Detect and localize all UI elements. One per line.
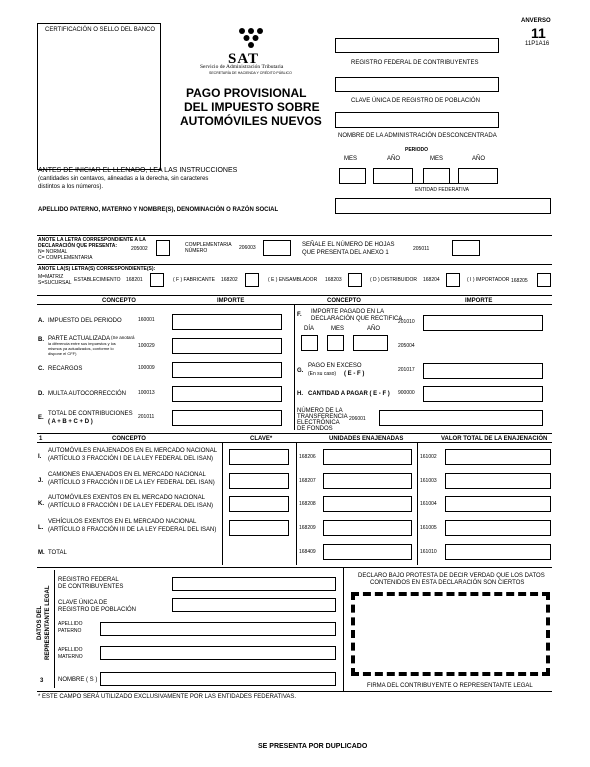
periodo-mes1-label: MES	[344, 156, 358, 162]
form-title-line3: AUTOMÓVILES NUEVOS	[180, 114, 322, 128]
fecha-dia-input[interactable]	[301, 335, 318, 351]
legal-paterno-label2: PATERNO	[58, 628, 82, 634]
value-input-k[interactable]	[445, 496, 551, 512]
header-concepto-1: CONCEPTO	[102, 298, 136, 304]
payment-header	[37, 295, 552, 305]
periodo-label: PERIODO	[405, 147, 429, 153]
form-code: 11P1A16	[525, 41, 550, 47]
line-f-label1: IMPORTE PAGADO EN LA	[311, 309, 385, 315]
distribuidor-code: 168204	[423, 277, 440, 283]
line-b-input[interactable]	[172, 338, 282, 354]
header-importe-2: IMPORTE	[465, 298, 493, 304]
line-g-label3: ( E - F )	[344, 371, 365, 377]
line-e-input[interactable]	[172, 410, 282, 426]
importador-label: ( I ) IMPORTADOR	[467, 277, 510, 283]
value-input-l[interactable]	[445, 520, 551, 536]
sat-name: Servicio de Administración Tributaria	[200, 64, 284, 70]
units-code-k: 168208	[299, 501, 316, 507]
hojas-input[interactable]	[452, 240, 480, 256]
periodo-anio1-label: AÑO	[387, 156, 401, 162]
row-label1: CAMIONES ENAJENADOS EN EL MERCADO NACIONAL	[48, 472, 206, 478]
ensamblador-input[interactable]	[348, 273, 362, 287]
divider	[37, 264, 552, 265]
entidad-label: ENTIDAD FEDERATIVA	[415, 187, 469, 193]
form-title-line1: PAGO PROVISIONAL	[186, 86, 307, 100]
complementaria-label2: NÚMERO	[185, 248, 208, 254]
legal-curp-input[interactable]	[172, 598, 336, 612]
total-label: TOTAL	[48, 550, 67, 556]
periodo-mes2-input[interactable]	[423, 168, 450, 184]
letras-label: ANOTE LA(S) LETRA(S) CORRESPONDIENTE(S):	[38, 266, 156, 272]
line-b-code: 100029	[138, 343, 155, 349]
line-a-input[interactable]	[172, 314, 282, 330]
decl-normal-label: N= NORMAL	[38, 249, 68, 255]
vehicles-section-number: 1	[39, 436, 43, 442]
transfer-number-label1: NÚMERO DE LA	[297, 408, 343, 414]
legal-rep-vertical-label1: DATOS DEL	[37, 605, 43, 640]
entidad-line	[373, 183, 498, 184]
section-number-3: 3	[40, 678, 44, 684]
transfer-number-label4: DE FONDOS	[297, 426, 333, 432]
col-divider	[54, 570, 55, 688]
importador-input[interactable]	[537, 273, 551, 287]
line-d-input[interactable]	[172, 386, 282, 402]
line-d-label: MULTA AUTOCORRECCIÓN	[48, 391, 127, 397]
clave-input-k[interactable]	[229, 496, 289, 512]
vehicles-header	[37, 433, 552, 443]
row-label2: (ARTÍCULO 8 FRACCIÓN III DE LA LEY FEDERAL DEL ISAN)	[48, 527, 217, 533]
line-c-label: RECARGOS	[48, 366, 83, 372]
legal-materno-label2: MATERNO	[58, 654, 83, 660]
divider	[37, 691, 552, 692]
fecha-anio-input[interactable]	[353, 335, 388, 351]
bank-seal-label: CERTIFICACIÓN O SELLO DEL BANCO	[45, 27, 156, 33]
rfc-input[interactable]	[335, 38, 499, 53]
declaro-line1: DECLARO BAJO PROTESTA DE DECIR VERDAD QUE LOS DATOS	[358, 573, 545, 579]
fabricante-input[interactable]	[245, 273, 259, 287]
duplicado-label: SE PRESENTA POR DUPLICADO	[258, 743, 368, 750]
value-code-j: 161003	[420, 478, 437, 484]
line-a-label: IMPUESTO DEL PERIODO	[48, 318, 122, 324]
fecha-anio-label: AÑO	[367, 326, 381, 332]
declaro-line2: CONTENIDOS EN ESTA DECLARACIÓN SON CIERTOS	[370, 580, 525, 586]
line-b-label: PARTE ACTUALIZADA	[48, 336, 111, 342]
row-label2: (ARTÍCULO 8 FRACCIÓN I DE LA LEY FEDERAL DEL ISAN)	[48, 503, 214, 509]
line-g-label1: PAGO EN EXCESO	[308, 363, 362, 369]
admin-label: NOMBRE DE LA ADMINISTRACIÓN DESCONCENTRADA	[338, 133, 497, 139]
legal-paterno-input[interactable]	[100, 622, 336, 636]
row-label1: VEHÍCULOS EXENTOS EN EL MERCADO NACIONAL	[48, 519, 197, 525]
taxpayer-name-label: APELLIDO PATERNO, MATERNO Y NOMBRE(S), DENOMINACIÓN O RAZÓN SOCIAL	[38, 207, 279, 213]
periodo-mes2-label: MES	[430, 156, 444, 162]
line-b-note2: la diferencia entre sus impuestos y los	[48, 341, 116, 346]
line-h-letter: H.	[297, 391, 303, 397]
periodo-mes1-input[interactable]	[339, 168, 366, 184]
taxpayer-name-input[interactable]	[335, 198, 551, 214]
curp-input[interactable]	[335, 77, 499, 92]
sat-subname: SECRETARÍA DE HACIENDA Y CRÉDITO PÚBLICO	[209, 71, 292, 75]
line-c-code: 100009	[138, 365, 155, 371]
fecha-dia-label: DÍA	[304, 326, 315, 332]
line-b-letter: B.	[38, 337, 44, 343]
periodo-anio2-label: AÑO	[472, 156, 486, 162]
units-input-total[interactable]	[323, 544, 412, 560]
header-unidades: UNIDADES ENAJENADAS	[329, 436, 404, 442]
line-d-code: 100013	[138, 390, 155, 396]
line-b-note3: mismos ya actualizados, conforme lo	[48, 346, 114, 351]
clave-input-j[interactable]	[229, 473, 289, 489]
rfc-label: REGISTRO FEDERAL DE CONTRIBUYENTES	[351, 60, 479, 66]
divider	[37, 235, 552, 236]
clave-input-l[interactable]	[229, 520, 289, 536]
row-letter: L.	[38, 525, 44, 531]
line-a-code: 160001	[138, 317, 155, 323]
establecimiento-code: 168201	[126, 277, 143, 283]
header-concepto-2: CONCEPTO	[327, 298, 361, 304]
row-letter: K.	[38, 501, 44, 507]
legal-nombre-label: NOMBRE ( S )	[58, 677, 98, 683]
value-code-total: 161010	[420, 549, 437, 555]
units-input-i[interactable]	[323, 449, 412, 465]
fecha-mes-label: MES	[331, 326, 345, 332]
value-code-l: 161005	[420, 525, 437, 531]
bank-seal-box	[37, 23, 161, 170]
line-f-label2: DECLARACIÓN QUE RECTIFICA	[311, 316, 403, 322]
complementaria-label1: COMPLEMENTARIA	[185, 242, 232, 248]
decl-type-input[interactable]	[156, 240, 170, 256]
units-input-l[interactable]	[323, 520, 412, 536]
legal-rep-vertical-label2: REPRESENTANTE LEGAL	[45, 585, 51, 660]
line-e-label2: ( A + B + C + D )	[48, 419, 93, 425]
line-g-letter: G.	[297, 368, 304, 374]
hojas-code: 205011	[413, 246, 430, 252]
row-letter: J.	[38, 478, 44, 484]
value-input-total[interactable]	[445, 544, 551, 560]
line-d-letter: D.	[38, 391, 44, 397]
units-input-j[interactable]	[323, 473, 412, 489]
signature-label: FIRMA DEL CONTRIBUYENTE O REPRESENTANTE LEGAL	[367, 683, 533, 689]
line-b-note1: (Se anotará	[111, 335, 135, 340]
transfer-number-code: 206001	[349, 416, 366, 422]
signature-box[interactable]	[351, 592, 550, 676]
anverso-label: ANVERSO	[521, 18, 551, 24]
line-e-letter: E.	[38, 415, 44, 421]
header-concepto-veh: CONCEPTO	[112, 436, 146, 442]
col-divider	[222, 443, 223, 565]
periodo-anio2-input[interactable]	[458, 168, 498, 184]
importador-code: 168205	[511, 278, 528, 284]
instructions-line2: (cantidades sin centavos, alineadas a la derecha, sin caracteres	[38, 176, 209, 182]
curp-label: CLAVE ÚNICA DE REGISTRO DE POBLACIÓN	[351, 98, 480, 104]
header-valor: VALOR TOTAL DE LA ENAJENACIÓN	[441, 436, 548, 442]
value-input-j[interactable]	[445, 473, 551, 489]
matriz-label: M=MATRIZ	[38, 274, 64, 280]
ensamblador-code: 168203	[325, 277, 342, 283]
legal-rfc-label1: REGISTRO FEDERAL	[58, 577, 119, 583]
row-label2: (ARTÍCULO 3 FRACCIÓN I DE LA LEY FEDERAL DEL ISAN)	[48, 456, 214, 462]
legal-curp-label2: REGISTRO DE POBLACIÓN	[58, 607, 137, 613]
fabricante-label: ( F ) FABRICANTE	[173, 277, 215, 283]
legal-rfc-label2: DE CONTRIBUYENTES	[58, 584, 124, 590]
value-code-i: 161002	[420, 454, 437, 460]
establecimiento-input[interactable]	[150, 273, 164, 287]
line-g-code: 201017	[398, 367, 415, 373]
line-c-letter: C.	[38, 366, 44, 372]
transfer-number-label3: ELECTRÓNICA	[297, 420, 340, 426]
header-importe-1: IMPORTE	[217, 298, 245, 304]
col-divider	[294, 305, 295, 430]
transfer-number-input[interactable]	[379, 410, 543, 426]
instructions-line3: distintos a los números).	[38, 184, 104, 190]
footnote: * ESTE CAMPO SERÁ UTILIZADO EXCLUSIVAMENTE POR LAS ENTIDADES FEDERATIVAS.	[38, 694, 297, 700]
units-code-i: 168206	[299, 454, 316, 460]
units-input-k[interactable]	[323, 496, 412, 512]
decl-type-label2: DECLARACIÓN QUE PRESENTA:	[38, 243, 118, 249]
complementaria-code: 206003	[239, 245, 256, 251]
row-label1: AUTOMÓVILES ENAJENADOS EN EL MERCADO NACIONAL	[48, 448, 218, 454]
decl-compl-label: C= COMPLEMENTARIA	[38, 255, 93, 261]
sat-wordmark: SAT	[228, 51, 260, 67]
line-a-letter: A.	[38, 318, 44, 324]
line-f-input[interactable]	[423, 315, 543, 331]
fabricante-code: 168202	[221, 277, 238, 283]
value-code-k: 161004	[420, 501, 437, 507]
value-input-i[interactable]	[445, 449, 551, 465]
hojas-label2: QUE PRESENTA DEL ANEXO 1	[302, 250, 389, 256]
units-code-l: 168209	[299, 525, 316, 531]
decl-type-label1: ANOTE LA LETRA CORRESPONDIENTE A LA	[38, 237, 146, 243]
row-label2: (ARTÍCULO 3 FRACCIÓN II DE LA LEY FEDERAL DEL ISAN)	[48, 480, 215, 486]
establecimiento-label: ESTABLECIMIENTO	[74, 277, 121, 283]
periodo-anio1-input[interactable]	[373, 168, 413, 184]
col-divider	[343, 567, 344, 691]
decl-type-code: 205002	[131, 246, 148, 252]
line-g-input[interactable]	[423, 363, 543, 379]
clave-input-i[interactable]	[229, 449, 289, 465]
line-c-input[interactable]	[172, 362, 282, 378]
line-h-code: 900000	[398, 390, 415, 396]
divider	[37, 567, 552, 568]
form-title-line2: DEL IMPUESTO SOBRE	[184, 100, 320, 114]
line-g-label2: (En su caso)	[308, 371, 337, 377]
admin-input[interactable]	[335, 112, 499, 128]
line-e-code: 201011	[138, 414, 155, 420]
distribuidor-label: ( D ) DISTRIBUIDOR	[370, 277, 417, 283]
sat-logo-icon	[236, 26, 266, 54]
line-h-input[interactable]	[423, 386, 543, 402]
transfer-number-label2: TRANSFERENCIA	[297, 414, 348, 420]
fecha-code: 205004	[398, 343, 415, 349]
line-e-label1: TOTAL DE CONTRIBUCIONES	[48, 411, 133, 417]
distribuidor-input[interactable]	[446, 273, 460, 287]
hojas-label1: SEÑALE EL NÚMERO DE HOJAS	[302, 242, 395, 248]
line-f-code: 201010	[398, 319, 415, 325]
line-h-label: CANTIDAD A PAGAR ( E - F )	[308, 391, 390, 397]
units-code-total: 168409	[299, 549, 316, 555]
legal-nombre-input[interactable]	[100, 672, 336, 686]
fecha-mes-input[interactable]	[327, 335, 344, 351]
form-number: 11	[531, 25, 546, 41]
legal-materno-input[interactable]	[100, 646, 336, 660]
col-divider	[417, 443, 418, 565]
total-letter: M.	[38, 550, 45, 556]
units-code-j: 168207	[299, 478, 316, 484]
legal-materno-label1: APELLIDO	[58, 647, 83, 653]
row-letter: I.	[38, 454, 42, 460]
legal-paterno-label1: APELLIDO	[58, 621, 83, 627]
header-clave: CLAVE*	[250, 436, 273, 442]
row-label1: AUTOMÓVILES EXENTOS EN EL MERCADO NACIONAL	[48, 495, 205, 501]
legal-rfc-input[interactable]	[172, 577, 336, 591]
complementaria-input[interactable]	[263, 240, 291, 256]
sucursal-label: S=SUCURSAL	[38, 280, 72, 286]
col-divider	[296, 443, 297, 565]
ensamblador-label: ( E ) ENSAMBLADOR	[268, 277, 318, 283]
instructions-line1: ANTES DE INICIAR EL LLENADO, LEA LAS INSTRUCCIONES	[38, 167, 238, 174]
line-b-note4: dispone el CFF)	[48, 351, 77, 356]
line-f-letter: F.	[297, 312, 302, 318]
legal-curp-label1: CLAVE ÚNICA DE	[58, 600, 108, 606]
